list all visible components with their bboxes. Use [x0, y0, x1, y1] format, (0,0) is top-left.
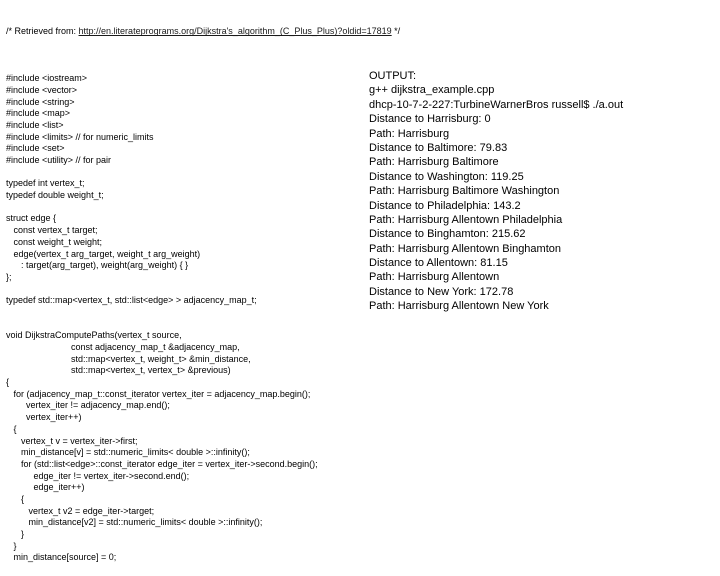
code-line: std::map<vertex_t, weight_t> &min_distance,	[6, 353, 251, 364]
output-line: Distance to Washington: 119.25	[369, 170, 524, 183]
code-line: typedef double weight_t;	[6, 190, 104, 201]
output-line: Path: Harrisburg Baltimore	[369, 156, 499, 169]
code-line: {	[6, 423, 17, 434]
code-line: std::map<vertex_t, vertex_t> &previous)	[6, 365, 231, 376]
output-line: Distance to Binghamton: 215.62	[369, 228, 526, 241]
code-line: {	[6, 493, 25, 504]
code-line: vertex_t v = vertex_iter->first;	[6, 435, 138, 446]
code-line: vertex_iter++)	[6, 412, 82, 423]
code-line: edge_iter != vertex_iter->second.end();	[6, 470, 190, 481]
code-line: min_distance[source] = 0;	[6, 552, 117, 563]
output-line: Distance to Allentown: 81.15	[369, 257, 508, 270]
output-line: Distance to Philadelphia: 143.2	[369, 199, 521, 212]
retrieved-from-comment	[6, 26, 401, 38]
code-line: edge_iter++)	[6, 482, 85, 493]
comment-start: /* Retrieved from:	[6, 26, 79, 37]
code-line	[6, 62, 356, 74]
code-body	[6, 62, 356, 565]
output-line: Distance to Baltimore: 79.83	[369, 141, 508, 154]
code-line: const vertex_t target;	[6, 225, 98, 236]
code-line: : target(arg_target), weight(arg_weight) { }	[6, 260, 189, 271]
output-line: Path: Harrisburg Baltimore Washington	[369, 185, 560, 198]
code-line: typedef std::map<vertex_t, std::list<edge> > adjacency_map_t;	[6, 295, 257, 306]
code-line: const adjacency_map_t &adjacency_map,	[6, 342, 240, 352]
output-line: Distance to Harrisburg: 0	[369, 113, 491, 126]
code-line: #include <set>	[6, 143, 65, 154]
code-line: #include <limits> // for numeric_limits	[6, 131, 154, 142]
code-line: min_distance[v] = std::numeric_limits< double >::infinity();	[6, 447, 250, 458]
code-line: typedef int vertex_t;	[6, 178, 85, 189]
comment-end: */	[391, 26, 401, 37]
code-line	[6, 202, 356, 214]
code-line: }	[6, 540, 17, 551]
code-line: vertex_t v2 = edge_iter->target;	[6, 505, 155, 516]
output-line: Path: Harrisburg Allentown Binghamton	[369, 242, 561, 255]
output-heading: OUTPUT:	[369, 70, 417, 82]
code-line: #include <iostream>	[6, 73, 88, 84]
code-line: #include <vector>	[6, 84, 78, 95]
code-line	[6, 319, 356, 331]
output-line: Path: Harrisburg	[369, 127, 450, 140]
output-line: Distance to New York: 172.78	[369, 285, 514, 298]
code-line: }	[6, 529, 25, 539]
output-line: Path: Harrisburg Allentown	[369, 271, 500, 284]
program-output	[369, 69, 714, 314]
code-line	[6, 307, 356, 319]
code-line: void DijkstraComputePaths(vertex_t source,	[6, 330, 182, 341]
code-line: const weight_t weight;	[6, 236, 103, 247]
output-line: Path: Harrisburg Allentown New York	[369, 300, 549, 313]
code-line: };	[6, 271, 12, 282]
source-url-link[interactable]: http://en.literateprograms.org/Dijkstra's_algorithm_(C_Plus_Plus)?oldid=17819	[78, 26, 392, 37]
code-line: vertex_iter != adjacency_map.end();	[6, 400, 170, 411]
code-line: edge(vertex_t arg_target, weight_t arg_weight)	[6, 248, 201, 259]
code-line: min_distance[v2] = std::numeric_limits< double >::infinity();	[6, 517, 263, 528]
output-line: dhcp-10-7-2-227:TurbineWarnerBros russell$ ./a.out	[369, 98, 624, 111]
code-line: #include <string>	[6, 96, 75, 107]
output-line: Path: Harrisburg Allentown Philadelphia	[369, 213, 563, 226]
code-line: #include <utility> // for pair	[6, 155, 112, 165]
code-line: {	[6, 377, 10, 388]
code-line: for (adjacency_map_t::const_iterator vertex_iter = adjacency_map.begin();	[6, 388, 311, 399]
code-line: #include <list>	[6, 119, 64, 130]
code-line: #include <map>	[6, 108, 71, 119]
code-line: struct edge {	[6, 213, 57, 224]
code-line	[6, 167, 356, 179]
output-line: g++ dijkstra_example.cpp	[369, 84, 495, 97]
code-line: for (std::list<edge>::const_iterator edge_iter = vertex_iter->second.begin();	[6, 458, 318, 469]
code-line	[6, 284, 356, 296]
